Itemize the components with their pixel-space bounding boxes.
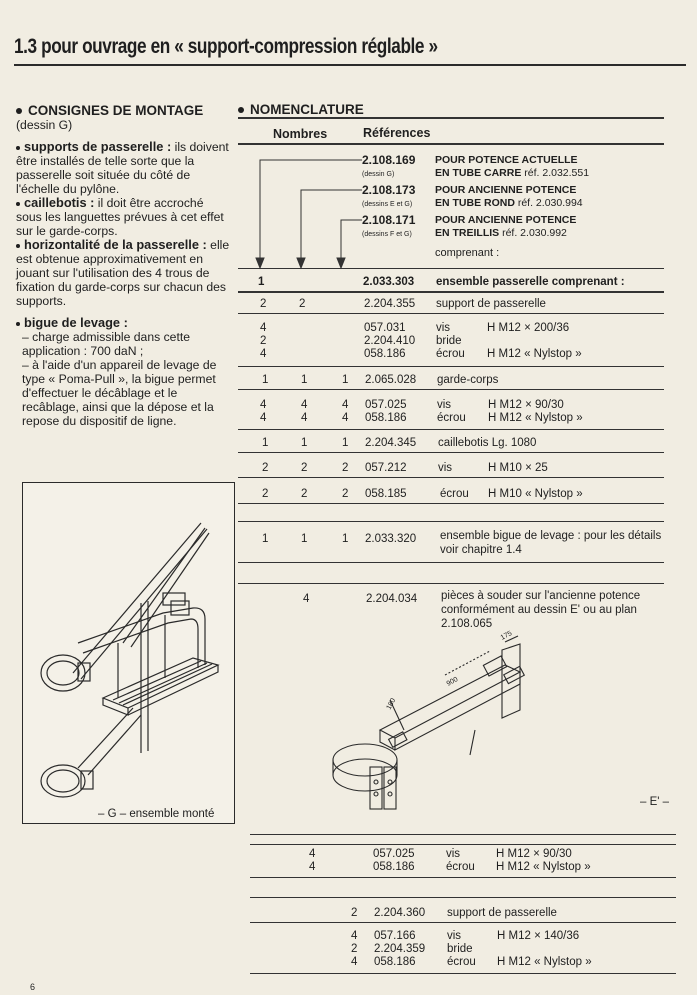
bullet-icon <box>16 108 22 114</box>
variant-desc: POUR POTENCE ACTUELLE <box>435 154 578 166</box>
row-rule <box>238 562 664 563</box>
title-divider <box>14 64 686 66</box>
nomenclature-heading: NOMENCLATURE <box>238 102 364 117</box>
ref: 2.033.303 <box>363 276 415 288</box>
ref: 057.031 <box>364 322 406 334</box>
variant-ref: 2.108.173 <box>362 183 416 197</box>
row-rule <box>238 583 664 584</box>
desc: vis <box>437 399 452 411</box>
qty: 2 <box>301 462 308 474</box>
row-rule <box>250 973 676 974</box>
desc: support de passerelle <box>436 298 546 310</box>
page-number: 6 <box>30 982 36 992</box>
col-references: Références <box>363 126 431 140</box>
montage-section <box>16 104 231 428</box>
row-rule <box>238 313 664 314</box>
montage-item: supports de passerelle : ils doivent être installés de telle sorte que la passerelle soit située du côté de l'échelle du pylône. <box>16 139 229 196</box>
variant-desc: POUR ANCIENNE POTENCE <box>435 214 577 226</box>
bigue-line: – à l'aide d'un appareil de levage de type « Poma-Pull », la bigue permet d'effectuer le décâblage et le recâblage, ainsi que la dépose et la repose du dispositif de ligne. <box>22 358 217 428</box>
figure-g-drawing <box>23 483 234 803</box>
row-rule <box>238 521 664 522</box>
qty: 1 <box>301 533 308 545</box>
spec: H M10 « Nylstop » <box>488 488 583 500</box>
desc: vis <box>446 848 461 860</box>
variant-desc2: EN TUBE CARRE réf. 2.032.551 <box>435 167 590 179</box>
montage-heading: CONSIGNES DE MONTAGE <box>16 104 231 118</box>
qty: 2 <box>342 488 349 500</box>
variant-ref: 2.108.169 <box>362 153 416 167</box>
qty: 2 <box>260 298 267 310</box>
spec: H M12 « Nylstop » <box>487 348 582 360</box>
qty: 4 <box>342 412 349 424</box>
qty: 4 <box>309 861 316 873</box>
row-rule <box>238 429 664 430</box>
figure-g-caption: – G – ensemble monté <box>98 808 215 820</box>
row-rule <box>238 389 664 390</box>
desc: garde-corps <box>437 374 499 386</box>
ref: 057.166 <box>374 930 416 942</box>
montage-item: caillebotis : il doit être accroché sous les languettes prévues à cet effet sur le garde-corps. <box>16 195 224 238</box>
montage-item: bigue de levage : <box>16 316 231 330</box>
qty: 4 <box>351 930 358 942</box>
figure-e-caption: – E' – <box>640 796 670 808</box>
qty: 2 <box>299 298 306 310</box>
bullet-icon <box>16 322 20 326</box>
montage-item: horizontalité de la passerelle : elle est obtenue approximativement en jouant sur l'utilisation des 4 trous de fixation du garde-corps sur chacun des supports. <box>16 237 230 308</box>
qty: 4 <box>260 412 267 424</box>
qty: 2 <box>262 488 269 500</box>
ref: 2.204.355 <box>364 298 416 310</box>
desc: ensemble bigue de levage : pour les détails <box>440 530 662 542</box>
nomenclature-top-rule <box>238 117 664 119</box>
ref: 058.186 <box>374 956 416 968</box>
qty: 4 <box>260 322 267 334</box>
qty: 1 <box>262 437 269 449</box>
ref: 2.204.359 <box>374 943 426 955</box>
qty: 1 <box>342 437 349 449</box>
dim-900: 900 <box>445 676 460 688</box>
ref: 2.204.360 <box>374 907 426 919</box>
montage-subheading: (dessin G) <box>16 118 73 132</box>
row-rule <box>250 897 676 898</box>
spec: H M12 × 90/30 <box>488 399 564 411</box>
row-rule <box>238 477 664 478</box>
desc: conformément au dessin E' ou au plan <box>441 604 637 616</box>
variant-desc2: EN TUBE ROND réf. 2.030.994 <box>435 197 583 209</box>
desc: écrou <box>446 861 475 873</box>
qty: 1 <box>342 374 349 386</box>
variant-dessin: (dessin G) <box>362 171 395 178</box>
qty: 1 <box>262 533 269 545</box>
dim-180: 180 <box>385 697 398 711</box>
desc: vis <box>436 322 451 334</box>
desc: 2.108.065 <box>441 618 493 630</box>
ref: 058.186 <box>364 348 406 360</box>
bullet-icon <box>16 146 20 150</box>
qty: 4 <box>301 412 308 424</box>
variant-desc2: EN TREILLIS réf. 2.030.992 <box>435 227 567 239</box>
qty: 2 <box>351 943 358 955</box>
ref: 057.212 <box>365 462 407 474</box>
ref: 058.185 <box>365 488 407 500</box>
qty: 2 <box>342 462 349 474</box>
desc: vis <box>447 930 462 942</box>
spec: H M12 « Nylstop » <box>488 412 583 424</box>
qty: 4 <box>260 399 267 411</box>
variant-ref: 2.108.171 <box>362 213 416 227</box>
desc: pièces à souder sur l'ancienne potence <box>441 590 641 602</box>
qty: 4 <box>342 399 349 411</box>
dim-175: 175 <box>499 630 514 642</box>
row-rule <box>250 834 676 835</box>
qty: 1 <box>301 437 308 449</box>
ref: 2.204.410 <box>364 335 416 347</box>
qty: 2 <box>262 462 269 474</box>
ref: 2.033.320 <box>365 533 417 545</box>
page-title: 1.3 pour ouvrage en « support-compression réglable » <box>14 35 438 58</box>
spec: H M12 × 90/30 <box>496 848 572 860</box>
ref: 2.065.028 <box>365 374 417 386</box>
spec: H M12 × 140/36 <box>497 930 580 942</box>
row-rule <box>238 268 664 269</box>
qty: 2 <box>260 335 267 347</box>
desc: bride <box>447 943 473 955</box>
qty: 1 <box>258 276 265 288</box>
spec: H M12 × 200/36 <box>487 322 570 334</box>
row-rule <box>238 291 664 293</box>
qty: 4 <box>309 848 316 860</box>
desc: support de passerelle <box>447 907 557 919</box>
row-rule <box>238 366 664 367</box>
qty: 2 <box>351 907 358 919</box>
qty: 1 <box>262 374 269 386</box>
row-rule <box>238 503 664 504</box>
ref: 2.204.345 <box>365 437 417 449</box>
bigue-line: – charge admissible dans cette application : 700 daN ; <box>22 330 191 358</box>
row-rule <box>238 452 664 453</box>
qty: 4 <box>351 956 358 968</box>
variant-dessin: (dessins F et G) <box>362 231 412 238</box>
ref: 057.025 <box>365 399 407 411</box>
desc: bride <box>436 335 462 347</box>
ref: 058.186 <box>365 412 407 424</box>
figure-g-frame <box>22 482 235 824</box>
variant-connector-lines <box>240 150 370 275</box>
col-nombres: Nombres <box>273 127 328 141</box>
bullet-icon <box>16 244 20 248</box>
comprenant-label: comprenant : <box>435 247 500 259</box>
bullet-icon <box>238 107 244 113</box>
desc: écrou <box>437 412 466 424</box>
qty: 4 <box>301 399 308 411</box>
qty: 1 <box>301 374 308 386</box>
desc: écrou <box>440 488 469 500</box>
qty: 1 <box>342 533 349 545</box>
bullet-icon <box>16 202 20 206</box>
spec: H M12 « Nylstop » <box>497 956 592 968</box>
header-rule <box>238 143 664 145</box>
variant-desc: POUR ANCIENNE POTENCE <box>435 184 577 196</box>
spec: H M12 « Nylstop » <box>496 861 591 873</box>
figure-e-drawing <box>320 630 580 820</box>
desc: voir chapitre 1.4 <box>440 544 522 556</box>
qty: 2 <box>301 488 308 500</box>
spec: H M10 × 25 <box>488 462 548 474</box>
desc: caillebotis Lg. 1080 <box>438 437 537 449</box>
desc: vis <box>438 462 453 474</box>
ref: 2.204.034 <box>366 593 418 605</box>
desc: écrou <box>436 348 465 360</box>
row-rule <box>250 877 676 878</box>
row-rule <box>250 922 676 923</box>
qty: 4 <box>303 593 310 605</box>
row-rule <box>250 844 676 845</box>
ref: 058.186 <box>373 861 415 873</box>
qty: 4 <box>260 348 267 360</box>
ref: 057.025 <box>373 848 415 860</box>
desc: écrou <box>447 956 476 968</box>
desc: ensemble passerelle comprenant : <box>436 276 625 288</box>
variant-dessin: (dessins E et G) <box>362 201 413 208</box>
